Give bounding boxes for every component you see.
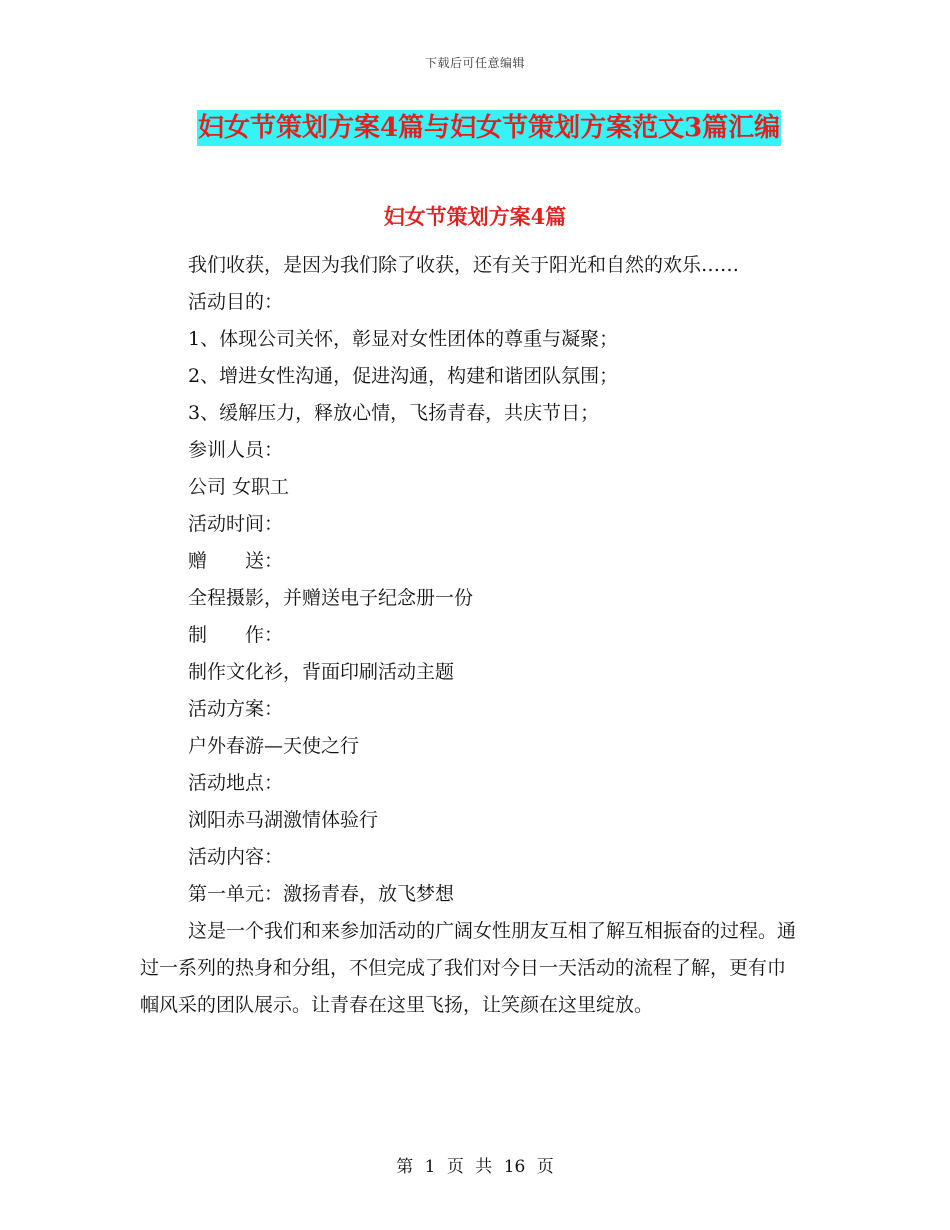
body-line: 1、体现公司关怀，彰显对女性团体的尊重与凝聚； (188, 328, 619, 350)
body-line: 第一单元：激扬青春，放飞梦想 (188, 883, 455, 905)
document-title: 妇女节策划方案4篇与妇女节策划方案范文3篇汇编 (197, 110, 781, 146)
body-line: 制 作： (188, 624, 284, 646)
document-body (140, 247, 800, 1024)
body-line: 公司 女职工 (188, 476, 290, 498)
body-line: 制作文化衫，背面印刷活动主题 (188, 661, 455, 683)
body-line: 活动地点： (188, 772, 284, 794)
document-title-container (197, 110, 781, 146)
page-header-note: 下载后可任意编辑 (424, 56, 525, 70)
body-line: 2、增进女性沟通，促进沟通，构建和谐团队氛围； (188, 365, 619, 387)
section-title: 妇女节策划方案4篇 (383, 204, 567, 229)
page-number-footer: 第 1 页 共 16 页 (396, 1157, 554, 1177)
intro-paragraph: 我们收获，是因为我们除了收获，还有关于阳光和自然的欢乐…… (188, 254, 740, 276)
body-line: 3、缓解压力，释放心情，飞扬青春，共庆节日； (188, 402, 600, 424)
body-line: 浏阳赤马湖激情体验行 (188, 809, 379, 831)
body-line: 活动目的： (188, 291, 284, 313)
body-line: 全程摄影，并赠送电子纪念册一份 (188, 587, 474, 609)
body-line: 活动时间： (188, 513, 284, 535)
body-line: 活动内容： (188, 846, 284, 868)
body-line: 户外春游—天使之行 (188, 735, 360, 757)
closing-paragraph: 这是一个我们和来参加活动的广阔女性朋友互相了解互相振奋的过程。通过一系列的热身和分组，不但完成了我们对今日一天活动的流程了解，更有巾帼风采的团队展示。让青春在这里飞扬，让笑颜在这里绽放。 (140, 920, 797, 1016)
body-line: 活动方案： (188, 698, 284, 720)
body-line: 参训人员： (188, 439, 284, 461)
body-line: 赠 送： (188, 550, 284, 572)
